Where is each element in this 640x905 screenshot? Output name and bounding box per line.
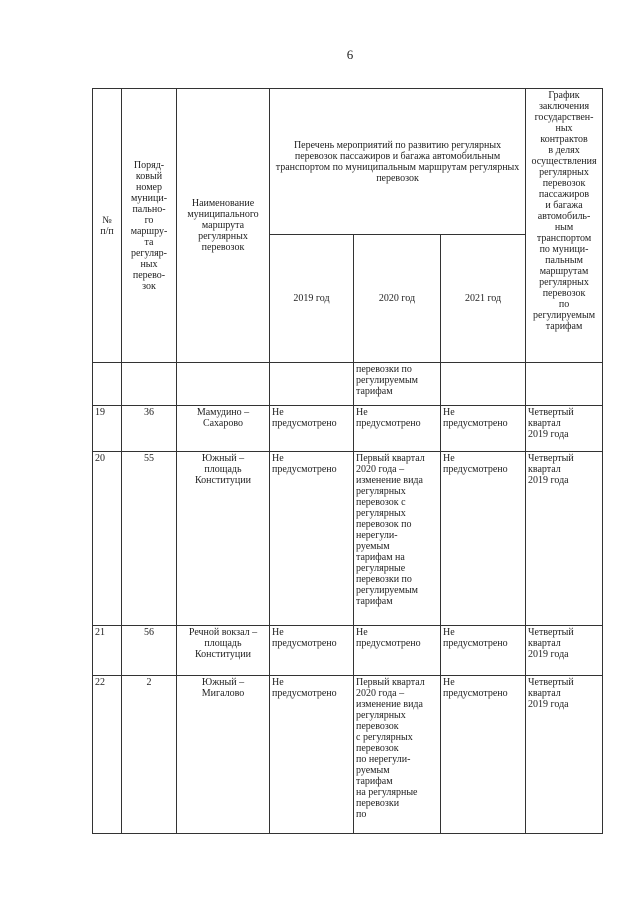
header-year-2020: 2020 год xyxy=(354,235,441,363)
row-route: 55 xyxy=(122,452,177,626)
row-2021: Не предусмотрено xyxy=(441,626,526,676)
row-2020: Первый квартал 2020 года – изменение вида регулярных перевозок с регулярных перевозок по нерегули- руемым тарифам на регулярные перевозки по xyxy=(354,676,441,834)
row-route: 36 xyxy=(122,406,177,452)
cont-2019 xyxy=(270,363,354,406)
row-schedule: Четвертый квартал 2019 года xyxy=(526,406,603,452)
row-route: 2 xyxy=(122,676,177,834)
row-2019: Не предусмотрено xyxy=(270,676,354,834)
row-2021: Не предусмотрено xyxy=(441,406,526,452)
row-num: 20 xyxy=(93,452,122,626)
header-year-2021: 2021 год xyxy=(441,235,526,363)
row-2020: Не предусмотрено xyxy=(354,626,441,676)
continuation-row xyxy=(93,363,603,406)
row-name: Речной вокзал – площадь Конституции xyxy=(177,626,270,676)
header-schedule: График заключения государствен- ных контрактов в делях осуществления регулярных перевозок пассажиров и багажа автомобиль- ным транспортом по муници- пальным маршрутам регулярных перевозок по регулируемым тарифам xyxy=(526,89,603,363)
row-2021: Не предусмотрено xyxy=(441,676,526,834)
cont-route xyxy=(122,363,177,406)
row-2021: Не предусмотрено xyxy=(441,452,526,626)
row-num: 21 xyxy=(93,626,122,676)
row-2020: Первый квартал 2020 года – изменение вида регулярных перевозок с регулярных перевозок по нерегули- руемым тарифам на регулярные перевозки по регулируемым тарифам xyxy=(354,452,441,626)
row-2019: Не предусмотрено xyxy=(270,406,354,452)
header-year-2019: 2019 год xyxy=(270,235,354,363)
row-2020: Не предусмотрено xyxy=(354,406,441,452)
header-num: № п/п xyxy=(93,89,122,363)
routes-table xyxy=(92,88,603,834)
table-row xyxy=(93,676,603,834)
row-name: Южный – Мигалово xyxy=(177,676,270,834)
header-route-name: Наименование муниципального маршрута регулярных перевозок xyxy=(177,89,270,363)
table-row xyxy=(93,452,603,626)
row-num: 22 xyxy=(93,676,122,834)
row-schedule: Четвертый квартал 2019 года xyxy=(526,452,603,626)
table-row xyxy=(93,406,603,452)
row-name: Южный – площадь Конституции xyxy=(177,452,270,626)
row-2019: Не предусмотрено xyxy=(270,626,354,676)
table-row xyxy=(93,626,603,676)
cont-name xyxy=(177,363,270,406)
row-schedule: Четвертый квартал 2019 года xyxy=(526,676,603,834)
cont-schedule xyxy=(526,363,603,406)
header-route-order: Поряд- ковый номер муници- пально- го маршру- та регуляр- ных перево- зок xyxy=(122,89,177,363)
row-route: 56 xyxy=(122,626,177,676)
row-name: Мамудино – Сахарово xyxy=(177,406,270,452)
header-measures: Перечень мероприятий по развитию регулярных перевозок пассажиров и багажа автомобильным транспортом по муниципальным маршрутам регулярных перевозок xyxy=(270,89,526,235)
page-number: 6 xyxy=(346,47,354,62)
cont-num xyxy=(93,363,122,406)
row-schedule: Четвертый квартал 2019 года xyxy=(526,626,603,676)
cont-2020: перевозки по регулируемым тарифам xyxy=(354,363,441,406)
header-row xyxy=(93,89,603,235)
row-num: 19 xyxy=(93,406,122,452)
row-2019: Не предусмотрено xyxy=(270,452,354,626)
cont-2021 xyxy=(441,363,526,406)
